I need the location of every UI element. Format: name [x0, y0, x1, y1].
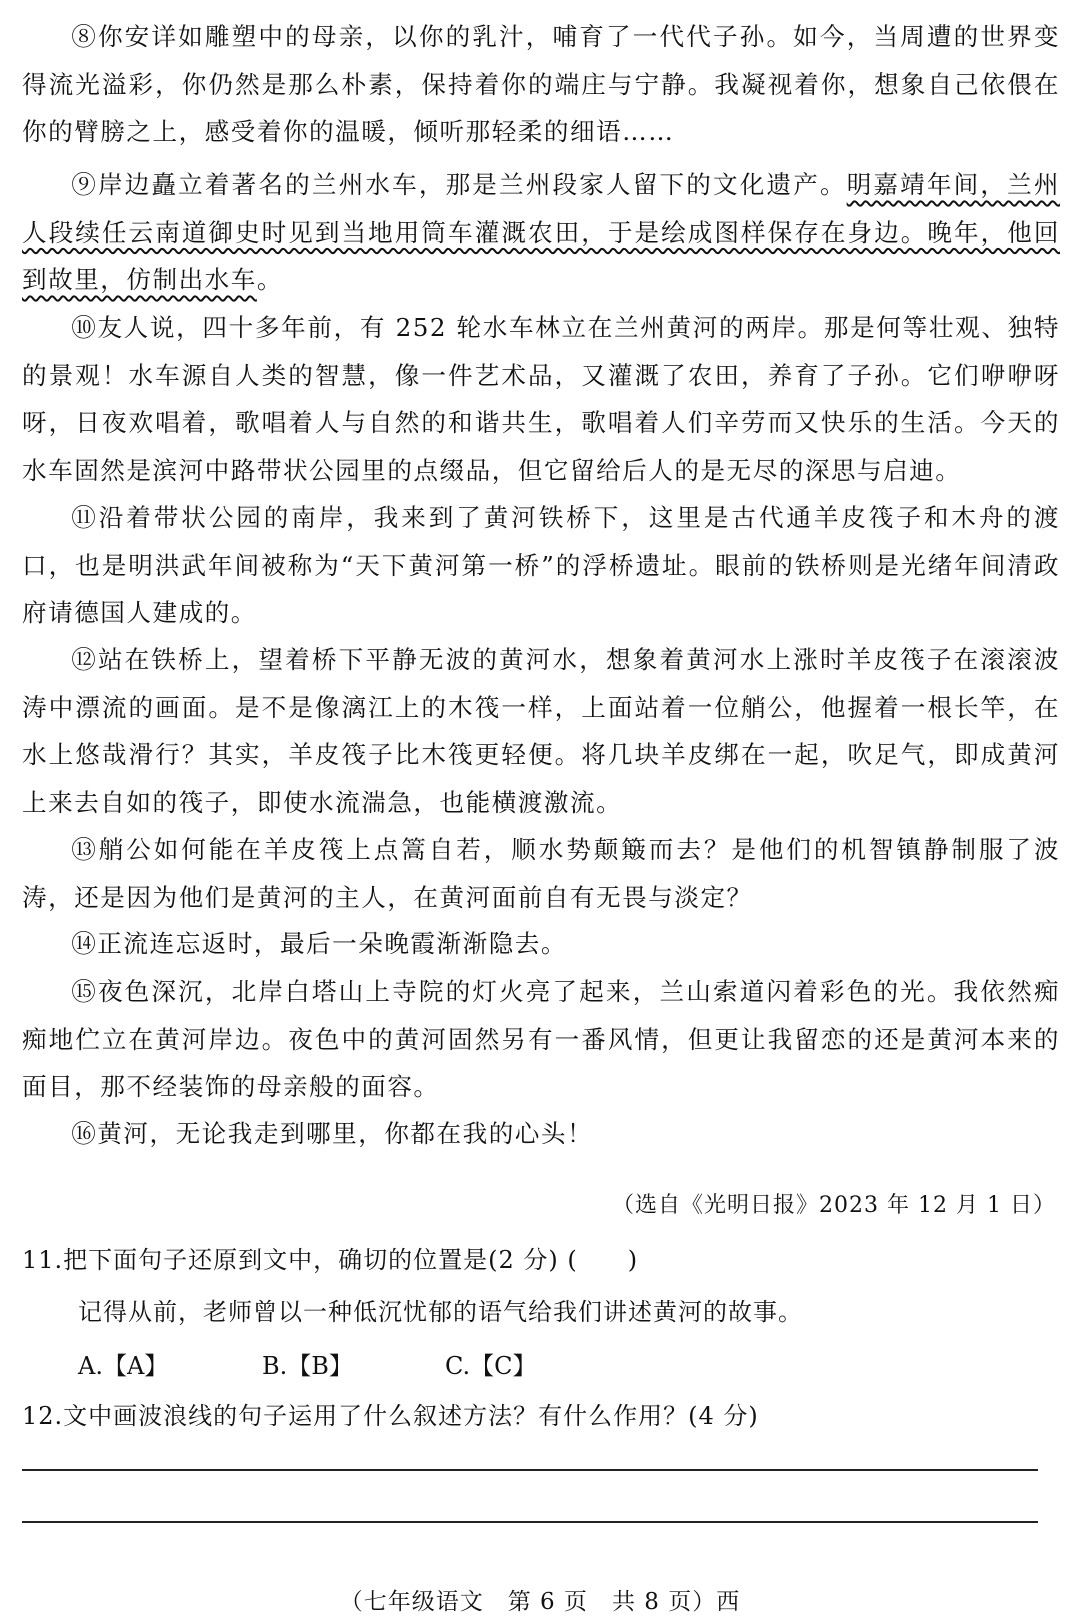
paragraph-number: ⑫: [71, 645, 98, 674]
paragraph-text: 站在铁桥上，望着桥下平静无波的黄河水，想象着黄河水上涨时羊皮筏子在滚滚波涛中漂流的画面。是不是像漓江上的木筏一样，上面站着一位艄公，他握着一根长竿，在水上悠哉滑行？其实，羊皮筏子比木筏更轻便。将几块羊皮绑在一起，吹足气，即成黄河上来去自如的筏子，即使水流湍急，也能横渡激流。: [22, 645, 1060, 817]
paragraph-16: [22, 1110, 1060, 1158]
paragraph-number: ⑩: [71, 313, 98, 342]
paragraph-10: [22, 304, 1060, 494]
paragraph-number: ⑨: [71, 170, 98, 199]
paragraph-number: ⑯: [71, 1119, 98, 1148]
paragraph-text-end: 。: [256, 265, 283, 294]
paragraph-text: 黄河，无论我走到哪里，你都在我的心头！: [97, 1119, 594, 1148]
paragraph-15: [22, 968, 1060, 1111]
paragraph-8: [22, 13, 1060, 156]
question-11: 11.把下面句子还原到文中，确切的位置是(2 分) ( ): [22, 1246, 639, 1274]
wavy-underlined-sentence: 明嘉靖年间，兰州人段续任云南道御史时见到当地用筒车灌溉农田，于是绘成图样保存在身边。晚年，他回到故里，仿制出水车: [22, 170, 1060, 294]
paragraph-14: [22, 920, 1060, 968]
paragraph-number: ⑭: [71, 929, 98, 958]
paragraph-text: 岸边矗立着著名的兰州水车，那是兰州段家人留下的文化遗产。: [97, 170, 847, 199]
paragraph-text: 友人说，四十多年前，有 252 轮水车林立在兰州黄河的两岸。那是何等壮观、独特的景观！水车源自人类的智慧，像一件艺术品，又灌溉了农田，养育了子孙。它们咿咿呀呀，日夜欢唱着，歌唱着人与自然的和谐共生，歌唱着人们辛劳而又快乐的生活。今天的水车固然是滨河中路带状公园里的点缀品，但它留给后人的是无尽的深思与启迪。: [22, 313, 1060, 485]
option-b[interactable]: B.【B】: [262, 1352, 353, 1380]
paragraph-number: ⑮: [71, 977, 98, 1006]
paragraph-text: 夜色深沉，北岸白塔山上寺院的灯火亮了起来，兰山索道闪着彩色的光。我依然痴痴地伫立在黄河岸边。夜色中的黄河固然另有一番风情，但更让我留恋的还是黄河本来的面目，那不经装饰的母亲般的面容。: [22, 977, 1060, 1101]
paragraph-13: [22, 826, 1060, 921]
option-a[interactable]: A.【A】: [78, 1352, 169, 1380]
question-12: 12.文中画波浪线的句子运用了什么叙述方法？有什么作用？(4 分): [22, 1402, 759, 1430]
answer-line[interactable]: [22, 1469, 1038, 1471]
paragraph-11: [22, 494, 1060, 637]
paragraph-9: [22, 161, 1060, 304]
paragraph-12: [22, 636, 1060, 826]
option-c[interactable]: C.【C】: [445, 1352, 537, 1380]
paragraph-text: 正流连忘返时，最后一朵晚霞渐渐隐去。: [97, 929, 567, 958]
paragraph-text: 沿着带状公园的南岸，我来到了黄河铁桥下，这里是古代通羊皮筏子和木舟的渡口，也是明洪武年间被称为“天下黄河第一桥”的浮桥遗址。眼前的铁桥则是光绪年间清政府请德国人建成的。: [22, 503, 1060, 627]
paragraph-number: ⑪: [71, 503, 99, 532]
paragraph-number: ⑧: [71, 22, 98, 51]
paragraph-number: ⑬: [71, 835, 99, 864]
paragraph-text: 艄公如何能在羊皮筏上点篙自若，顺水势颠簸而去？是他们的机智镇静制服了波涛，还是因为他们是黄河的主人，在黄河面前自有无畏与淡定？: [22, 835, 1060, 912]
page-footer: （七年级语文 第 6 页 共 8 页）西: [339, 1589, 741, 1615]
question-11-sentence: 记得从前，老师曾以一种低沉忧郁的语气给我们讲述黄河的故事。: [78, 1298, 803, 1326]
source-citation: （选自《光明日报》2023 年 12 月 1 日）: [612, 1193, 1056, 1218]
answer-line[interactable]: [22, 1521, 1038, 1523]
paragraph-text: 你安详如雕塑中的母亲，以你的乳汁，哺育了一代代子孙。如今，当周遭的世界变得流光溢彩，你仍然是那么朴素，保持着你的端庄与宁静。我凝视着你，想象自己依偎在你的臂膀之上，感受着你的温暖，倾听那轻柔的细语……: [22, 22, 1060, 146]
